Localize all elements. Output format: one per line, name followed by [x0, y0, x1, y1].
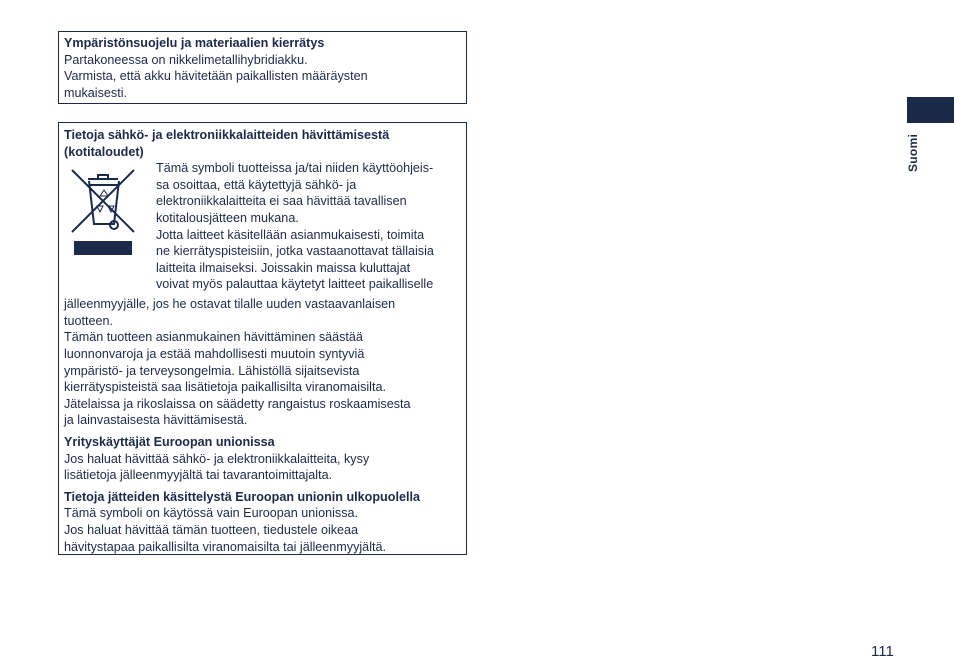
disposal-line: ne kierrätyspisteisiin, jotka vastaanottavat tällaisia	[156, 244, 434, 259]
disposal-title: Tietoja sähkö- ja elektroniikkalaitteiden hävittämisestä	[64, 128, 390, 142]
business-title: Yrityskäyttäjät Euroopan unionissa	[64, 434, 275, 449]
disposal-line: Tämä symboli tuotteissa ja/tai niiden käyttöohjeis-	[156, 161, 434, 176]
business-line: Jos haluat hävittää sähkö- ja elektroniikkalaitteita, kysy	[64, 451, 370, 466]
disposal-line: elektroniikkalaitteita ei saa hävittää tavallisen	[156, 194, 407, 209]
recycling-line: Partakoneessa on nikkelimetallihybridiakku.	[64, 52, 308, 67]
language-tab-marker	[907, 97, 954, 123]
recycling-notice-box	[58, 31, 467, 104]
weee-underline-bar	[74, 241, 132, 255]
weee-symbol	[64, 164, 150, 296]
recycling-line: Varmista, että akku hävitetään paikallisten määräysten	[64, 69, 368, 84]
crossed-out-wheelie-bin-icon	[68, 166, 140, 238]
disposal-line: laitteita ilmaiseksi. Joissakin maissa kuluttajat	[156, 260, 411, 275]
disposal-line: ympäristö- ja terveysongelmia. Lähistöllä sijaitsevista	[64, 363, 360, 378]
disposal-line: Tämän tuotteen asianmukainen hävittäminen säästää	[64, 330, 363, 345]
recycling-line: mukaisesti.	[64, 85, 127, 100]
disposal-line: kierrätyspisteistä saa lisätietoja paikallisilta viranomaisilta.	[64, 380, 386, 395]
disposal-line: luonnonvaroja ja estää mahdollisesti muutoin syntyviä	[64, 346, 365, 361]
page-number: 111	[871, 643, 894, 660]
business-line: lisätietoja jälleenmyyjältä tai tavarantoimittajalta.	[64, 468, 333, 483]
disposal-title: (kotitaloudet)	[64, 144, 144, 159]
recycling-title: Ympäristönsuojelu ja materiaalien kierrätys	[64, 36, 325, 50]
outside-eu-section	[64, 489, 462, 555]
disposal-line: kotitalousjätteen mukana.	[156, 210, 299, 225]
disposal-line: sa osoittaa, että käytettyjä sähkö- ja	[156, 177, 357, 192]
disposal-line: Jotta laitteet käsitellään asianmukaisesti, toimita	[156, 227, 425, 242]
disposal-line: Jätelaissa ja rikoslaissa on säädetty rangaistus roskaamisesta	[64, 396, 411, 411]
outside-eu-line: hävitystapaa paikallisilta viranomaisilta tai jälleenmyyjältä.	[64, 539, 386, 554]
disposal-line: jälleenmyyjälle, jos he ostavat tilalle uuden vastaavanlaisen	[64, 297, 396, 312]
outside-eu-line: Tämä symboli on käytössä vain Euroopan unionissa.	[64, 506, 359, 521]
disposal-line: voivat myös palauttaa käytetyt laitteet paikalliselle	[156, 277, 434, 292]
weee-disposal-box	[58, 122, 467, 555]
business-users-section	[64, 434, 462, 484]
outside-eu-title: Tietoja jätteiden käsittelystä Euroopan unionin ulkopuolella	[64, 489, 420, 504]
outside-eu-line: Jos haluat hävittää tämän tuotteen, tiedustele oikeaa	[64, 522, 359, 537]
disposal-line: ja lainvastaisesta hävittämisestä.	[64, 413, 248, 428]
language-label: Suomi	[906, 133, 920, 172]
disposal-line: tuotteen.	[64, 313, 114, 328]
